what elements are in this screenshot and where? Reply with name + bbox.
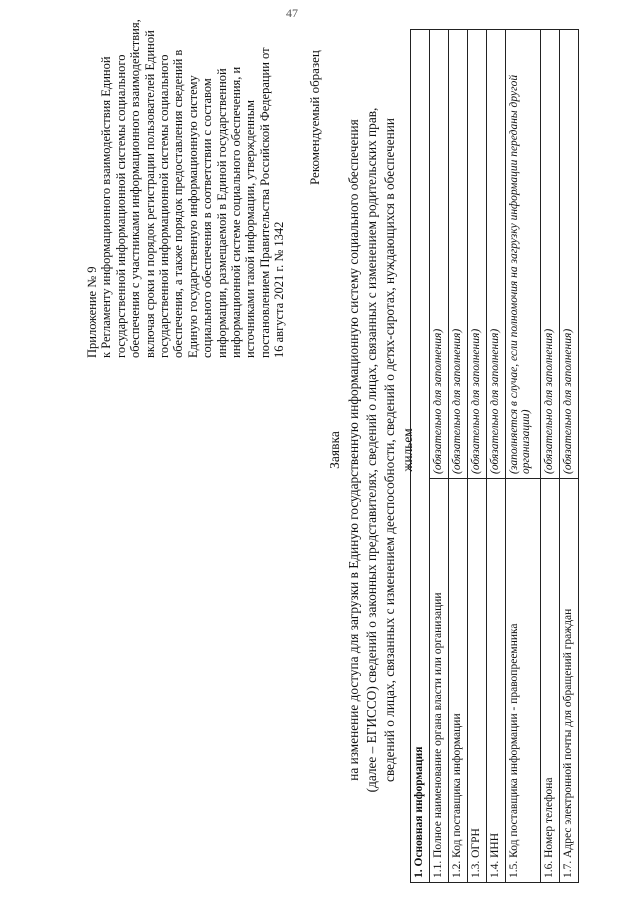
- row-label: 1.1. Полное наименование органа власти или организации: [430, 479, 449, 883]
- row-value-field[interactable]: (обязательно для заполнения): [449, 30, 468, 479]
- row-label: 1.2. Код поставщика информации: [449, 479, 468, 883]
- appendix-line: источниками такой информации, утвержденным: [243, 99, 258, 358]
- appendix-line: информации, размещаемой в Единой государственной: [214, 68, 229, 358]
- row-value-field[interactable]: (заполняется в случае, если полномочия на загрузку информации переданы другой организации): [506, 30, 541, 479]
- document-title: Заявка: [327, 431, 342, 469]
- basic-info-table: [410, 29, 579, 883]
- table-row: [541, 30, 560, 883]
- appendix-line: 16 августа 2021 г. № 1342: [272, 221, 287, 358]
- subtitle-line: жильем: [400, 428, 415, 472]
- appendix-line: Единую государственную информационную систему: [185, 75, 200, 358]
- table-row: [468, 30, 487, 883]
- row-value-field[interactable]: (обязательно для заполнения): [468, 30, 487, 479]
- appendix-line: обеспечения с участниками информационного взаимодействия,: [128, 19, 143, 358]
- row-label: 1.3. ОГРН: [468, 479, 487, 883]
- appendix-line: информационной системе социального обеспечения, и: [229, 66, 244, 358]
- row-label: 1.6. Номер телефона: [541, 479, 560, 883]
- row-value-field[interactable]: (обязательно для заполнения): [487, 30, 506, 479]
- appendix-line: Приложение № 9: [85, 266, 99, 358]
- appendix-line: постановлением Правительства Российской Федерации от: [257, 47, 272, 358]
- table-header: 1. Основная информация: [411, 30, 430, 883]
- rotated-document: [20, 15, 620, 885]
- row-label: 1.7. Адрес электронной почты для обращений граждан: [560, 479, 579, 883]
- table-row: [506, 30, 541, 883]
- subtitle-line: сведений о лицах, связанных с изменением дееспособности, сведений о детях-сиротах, нуждающихся в обеспечении: [382, 118, 397, 782]
- appendix-block: [85, 18, 287, 358]
- document-subtitle: [345, 15, 417, 885]
- subtitle-line: (далее – ЕГИССО) сведений о законных представителях, сведений о лицах, связанных с изменением родительских прав,: [364, 107, 379, 793]
- appendix-line: к Регламенту информационного взаимодействия Единой: [99, 56, 114, 358]
- row-value-field[interactable]: (обязательно для заполнения): [541, 30, 560, 479]
- table-row: [449, 30, 468, 883]
- page-number: 47: [286, 6, 298, 20]
- row-label: 1.5. Код поставщика информации - правопреемника: [506, 479, 541, 883]
- subtitle-line: на изменение доступа для загрузки в Единую государственную информационную систему социального обеспечения: [346, 119, 361, 781]
- appendix-line: включая сроки и порядок регистрации пользователей Единой: [142, 30, 157, 358]
- row-value-field[interactable]: (обязательно для заполнения): [430, 30, 449, 479]
- appendix-line: обеспечения, а также порядок предоставления сведений в: [171, 49, 186, 358]
- table-row: [430, 30, 449, 883]
- appendix-line: государственной информационной системы социального: [157, 54, 172, 358]
- table-row: [487, 30, 506, 883]
- appendix-line: государственной информационной системы социального: [113, 54, 128, 358]
- table-row: [560, 30, 579, 883]
- appendix-line: социального обеспечения в соответствии с составом: [200, 78, 215, 358]
- recommended-sample-label: Рекомендуемый образец: [307, 50, 322, 185]
- row-label: 1.4. ИНН: [487, 479, 506, 883]
- row-value-field[interactable]: (обязательно для заполнения): [560, 30, 579, 479]
- table-header-row: [411, 30, 430, 883]
